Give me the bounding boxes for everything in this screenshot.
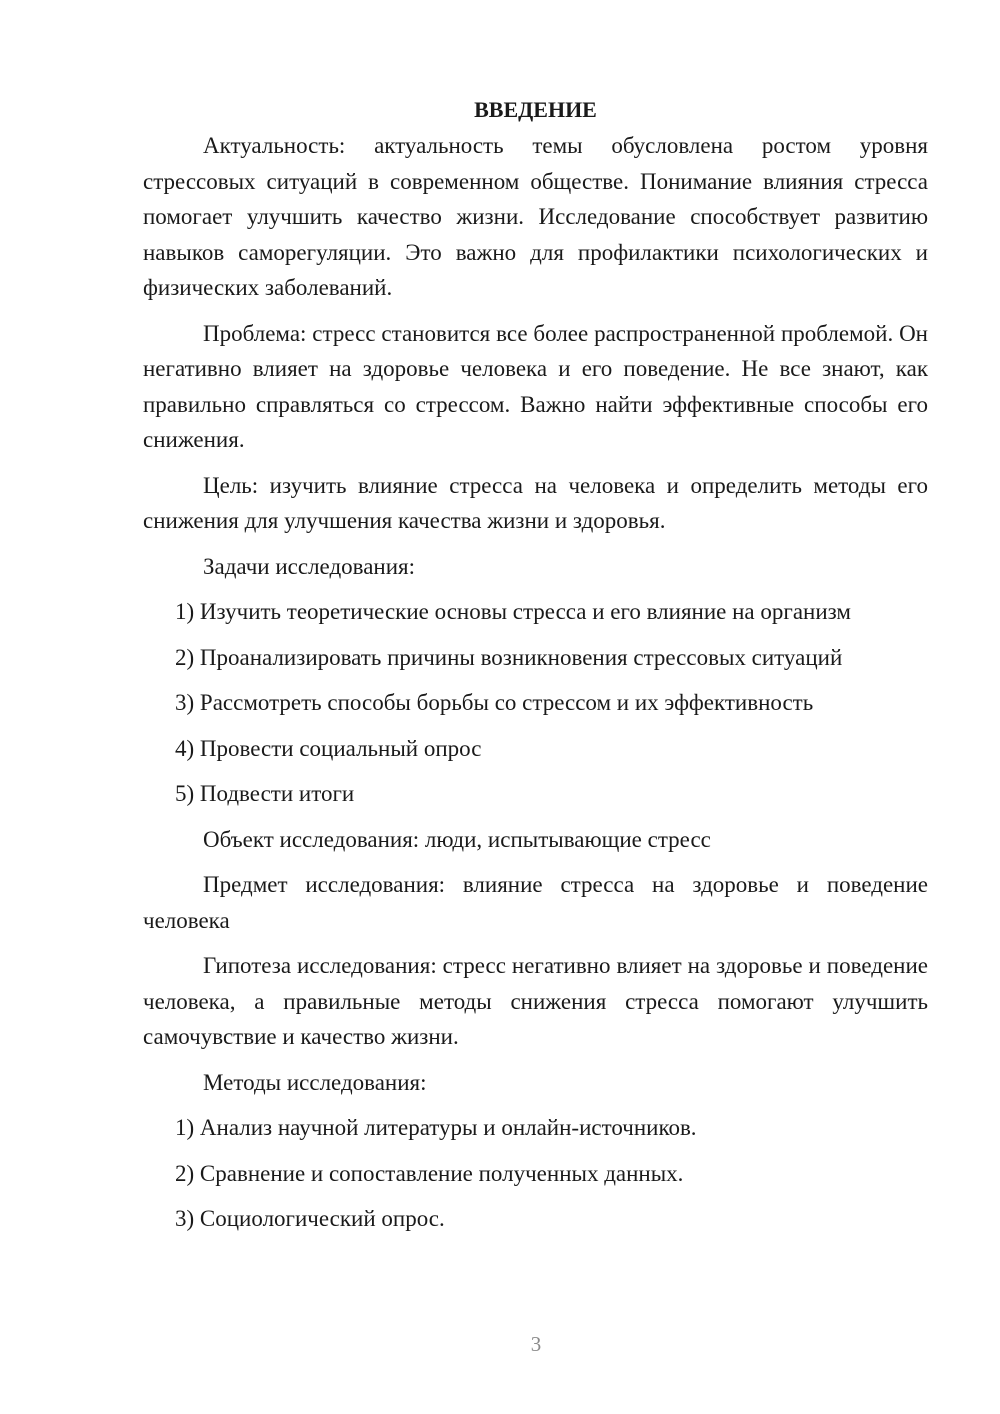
task-item: 3) Рассмотреть способы борьбы со стрессом и их эффективность [175, 690, 814, 715]
problem-paragraph: Проблема: стресс становится все более распространенной проблемой. Он негативно влияет на здоровье человека и его поведение. Не все знают, как правильно справляться со стрессом. Важно найти эффективные способы его снижения. [143, 320, 928, 452]
hypothesis-paragraph: Гипотеза исследования: стресс негативно влияет на здоровье и поведение человека, а правильные методы снижения стресса помогают улучшить самочувствие и качество жизни. [143, 953, 928, 1049]
object-paragraph: Объект исследования: люди, испытывающие стресс [203, 826, 711, 852]
tasks-title: Задачи исследования: [203, 553, 416, 579]
method-item: 1) Анализ научной литературы и онлайн-источников. [175, 1115, 697, 1140]
goal-paragraph: Цель: изучить влияние стресса на человека и определить методы его снижения для улучшения качества жизни и здоровья. [143, 472, 928, 533]
page-body [143, 92, 928, 1247]
task-item: 1) Изучить теоретические основы стресса и его влияние на организм [175, 599, 851, 624]
task-item: 2) Проанализировать причины возникновения стрессовых ситуаций [175, 644, 843, 670]
section-heading: ВВЕДЕНИЕ [474, 97, 597, 122]
methods-title: Методы исследования: [203, 1069, 427, 1095]
relevance-paragraph: Актуальность: актуальность темы обусловлена ростом уровня стрессовых ситуаций в современном обществе. Понимание влияния стресса помогает улучшить качество жизни. Исследование способствует развитию навыков саморегуляции. Это важно для профилактики психологических и физических заболеваний. [143, 133, 928, 300]
method-item: 2) Сравнение и сопоставление полученных данных. [175, 1160, 684, 1186]
task-item: 4) Провести социальный опрос [175, 735, 482, 761]
subject-paragraph: Предмет исследования: влияние стресса на здоровье и поведение человека [143, 872, 928, 933]
task-item: 5) Подвести итоги [175, 781, 355, 806]
method-item: 3) Социологический опрос. [175, 1206, 445, 1231]
page-number: 3 [530, 1332, 542, 1356]
